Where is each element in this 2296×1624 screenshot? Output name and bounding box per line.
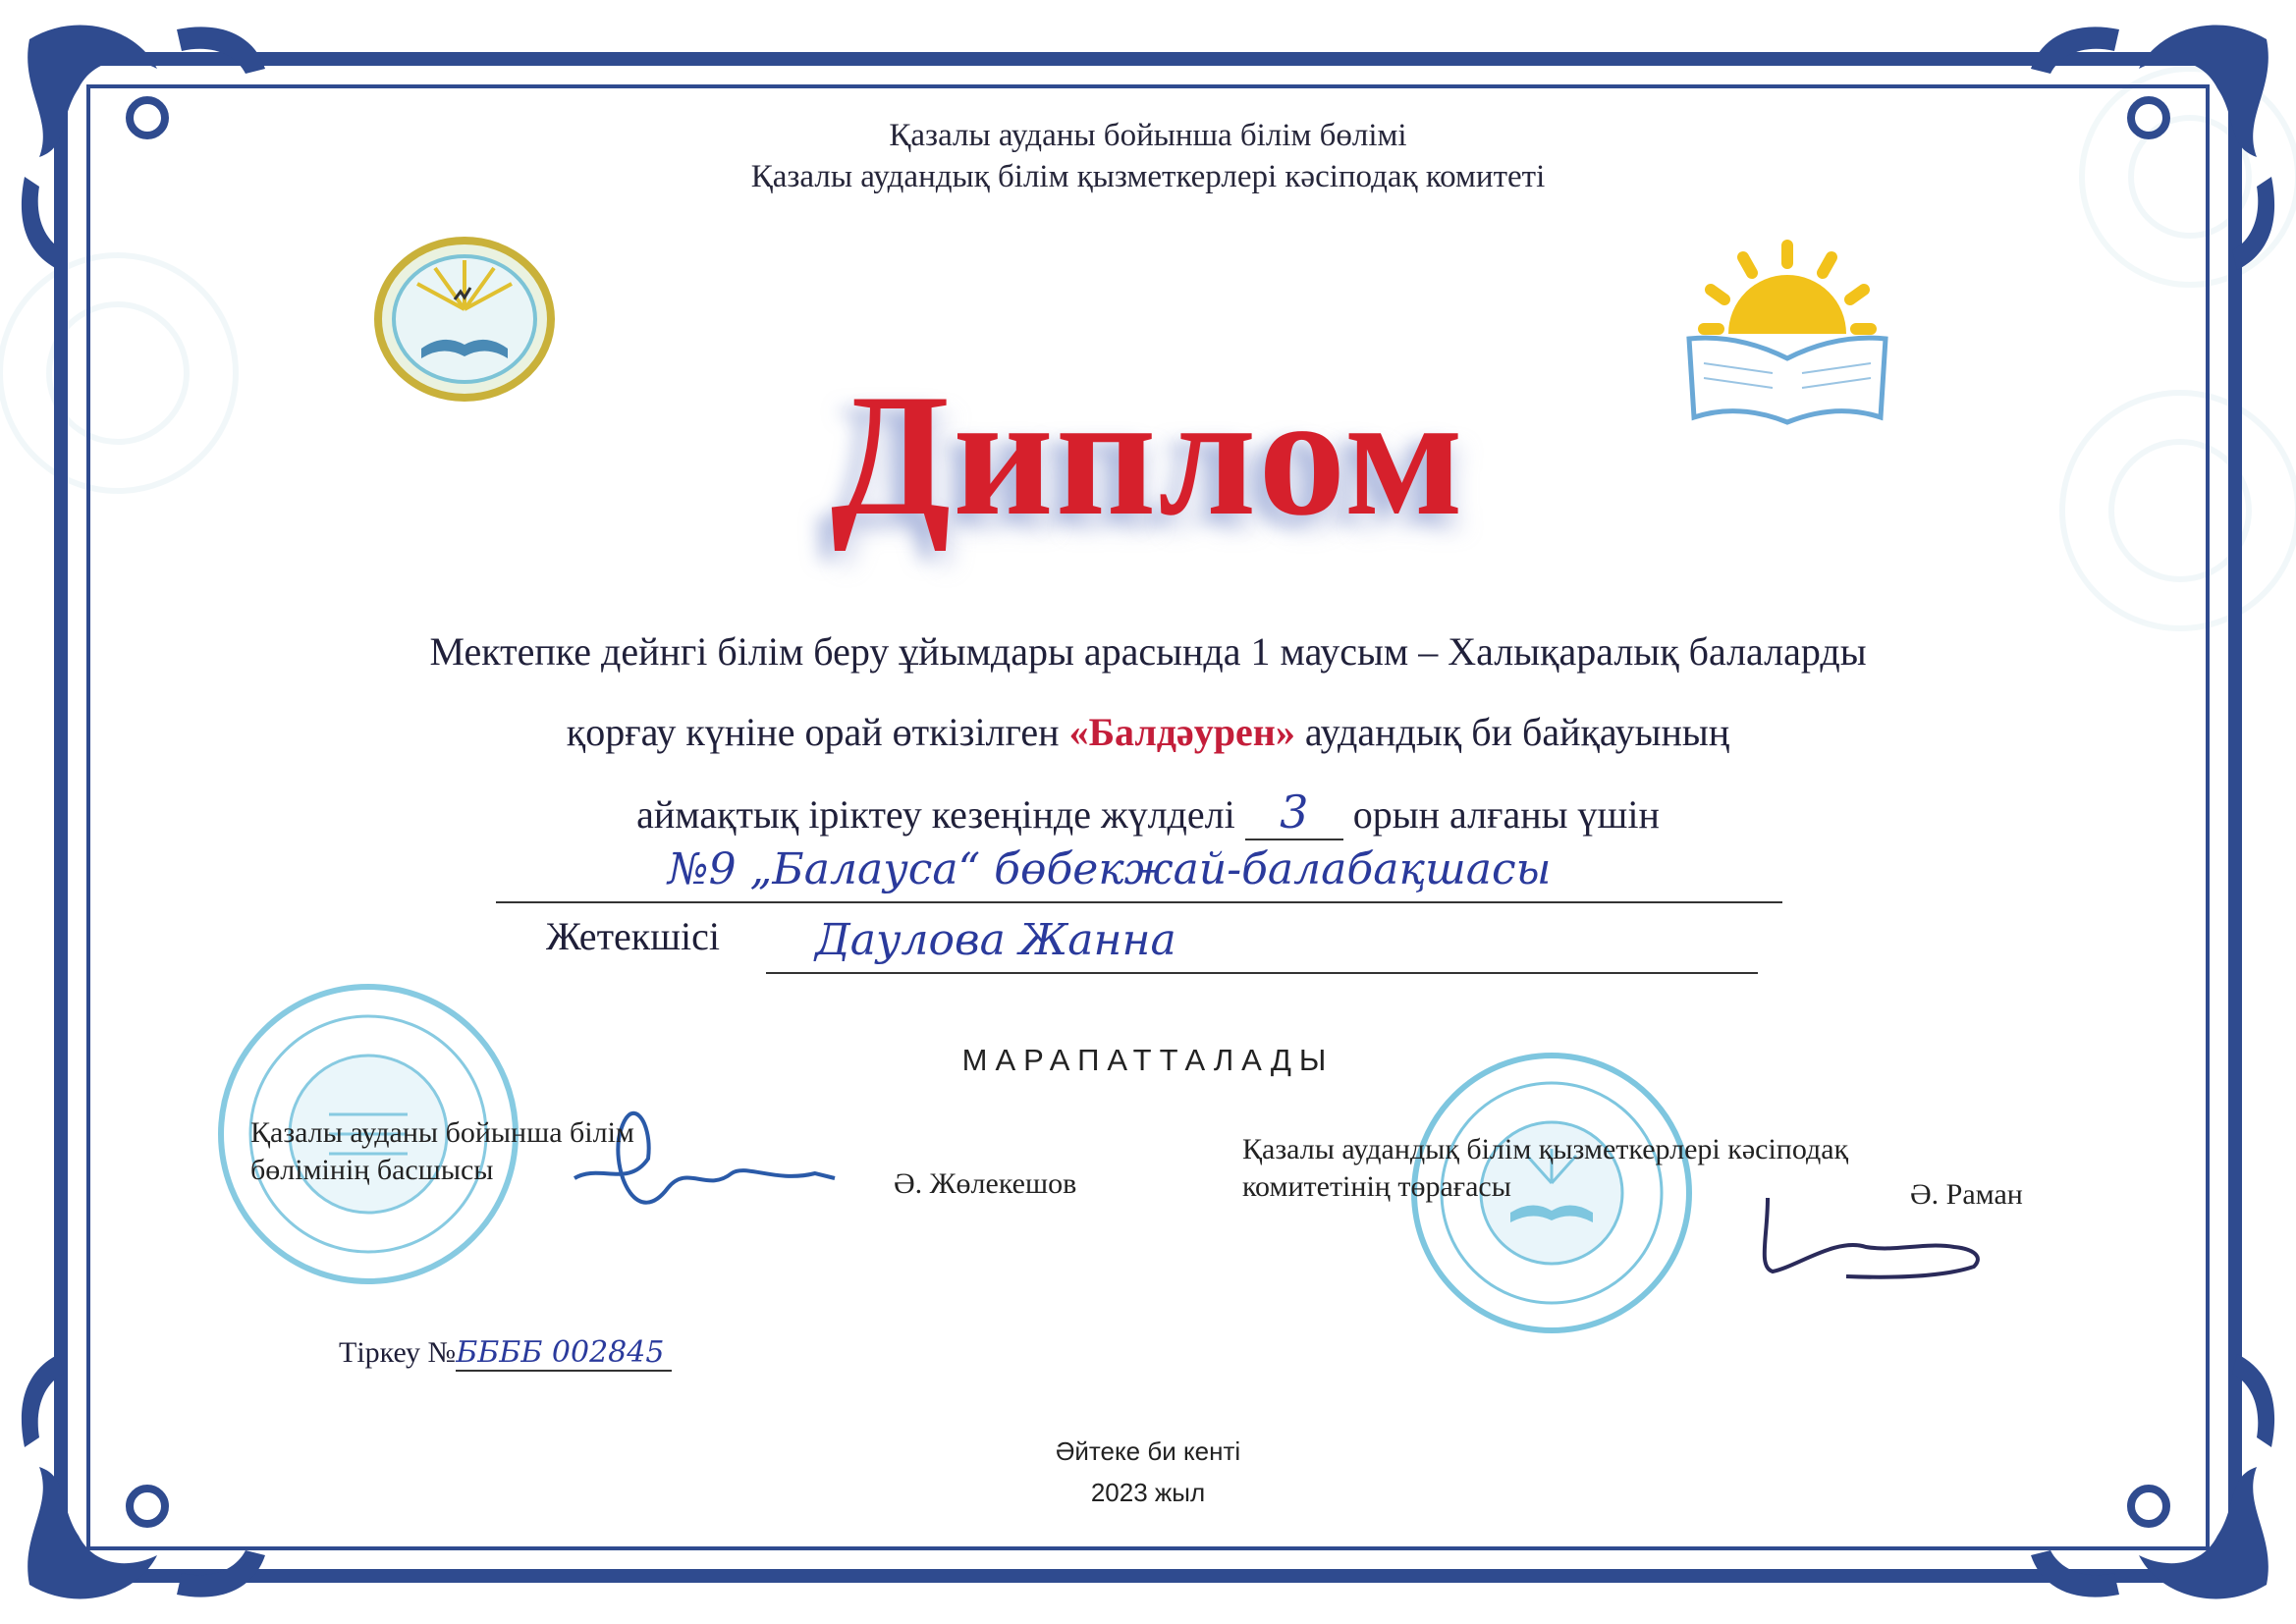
place-value: 3 — [1280, 785, 1309, 839]
leader-name: Даулова Жанна — [815, 915, 1176, 965]
left-signer-title-line-1: Қазалы ауданы бойынша білім — [250, 1116, 634, 1149]
footer-year: 2023 жыл — [1090, 1478, 1206, 1507]
right-signer-name: Ә. Раман — [1910, 1178, 2023, 1211]
place-field — [1245, 785, 1343, 840]
leader-underline — [766, 972, 1758, 974]
footer-place: Әйтеке би кенті — [1055, 1436, 1241, 1466]
body-line-2 — [0, 709, 2296, 755]
leader-label: Жетекшісі — [546, 914, 721, 958]
diploma-title: Диплом — [830, 357, 1466, 552]
registration — [339, 1335, 672, 1372]
right-signer-title-line-2: комитетінің төрағасы — [1242, 1170, 1511, 1203]
body-line-1: Мектепке дейнгі білім беру ұйымдары арасында 1 маусым – Халықаралық балаларды — [429, 629, 1867, 674]
left-signer-title-line-2: бөлімінің басшысы — [250, 1154, 494, 1186]
right-signer-title — [1242, 1131, 1848, 1206]
registration-number: ББББ 002845 — [456, 1335, 665, 1370]
body-line-2-end: аудандық би байқауының — [1304, 710, 1730, 754]
body-line-3-start: аймақтық іріктеу кезеңінде жүлделі — [636, 792, 1235, 837]
recipient-name: №9 „Балауса“ бөбекжай-балабақшасы — [668, 844, 1552, 894]
body-line-3-end: орын алғаны үшін — [1352, 792, 1660, 837]
award-text: МАРАПАТТАЛАДЫ — [961, 1043, 1335, 1077]
right-signer-title-line-1: Қазалы аудандық білім қызметкерлері кәсіподақ — [1242, 1133, 1849, 1165]
registration-field — [456, 1335, 672, 1372]
event-name: «Балдәурен» — [1068, 710, 1295, 754]
header-line-2: Қазалы аудандық білім қызметкерлері кәсіподақ комитеті — [750, 159, 1546, 194]
registration-label: Тіркеу № — [339, 1336, 457, 1369]
left-signer-title — [250, 1114, 634, 1189]
body-line-3 — [0, 785, 2296, 840]
recipient-underline — [496, 901, 1782, 903]
header-line-1: Қазалы ауданы бойынша білім бөлімі — [889, 118, 1407, 153]
body-line-2-start: қорғау күніне орай өткізілген — [566, 710, 1060, 754]
left-signer-name: Ә. Жөлекешов — [894, 1167, 1077, 1200]
